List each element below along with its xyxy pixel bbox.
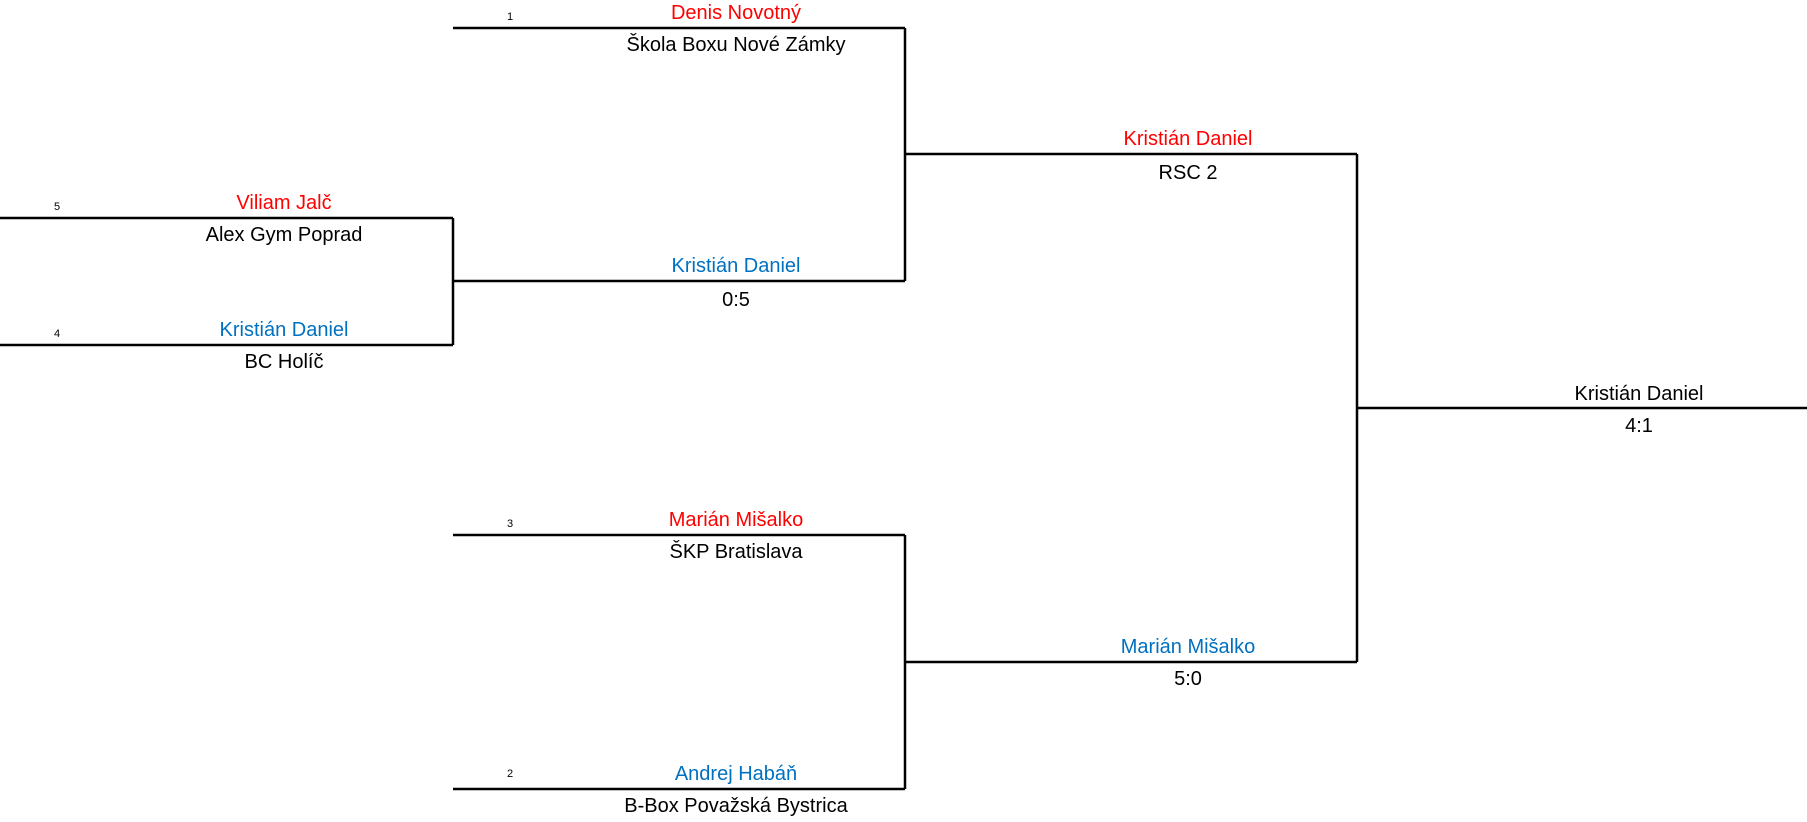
seed-qf2-red: 3: [507, 518, 514, 530]
qf1-result: 0:5: [722, 289, 750, 311]
seed-prelim-red: 5: [54, 201, 61, 213]
qf1-red-name: Denis Novotný: [670, 2, 802, 24]
qf2-blue-club: B-Box Považská Bystrica: [624, 795, 848, 817]
qf2-red-name: Marián Mišalko: [668, 509, 804, 531]
seed-qf1-red: 1: [507, 11, 514, 23]
sf-red-result: RSC 2: [1158, 162, 1218, 184]
sf-blue-name: Marián Mišalko: [1120, 636, 1256, 658]
prelim-red-name: Viliam Jalč: [236, 192, 332, 214]
qf1-red-club: Škola Boxu Nové Zámky: [626, 34, 846, 56]
sf-red-name: Kristián Daniel: [1123, 128, 1253, 150]
qf2-red-club: ŠKP Bratislava: [669, 541, 803, 563]
final-result: 4:1: [1625, 415, 1653, 437]
seed-qf2-blue: 2: [507, 768, 514, 780]
prelim-red-club: Alex Gym Poprad: [205, 224, 363, 246]
prelim-blue-name: Kristián Daniel: [219, 319, 349, 341]
prelim-blue-club: BC Holíč: [244, 351, 324, 373]
qf2-blue-name: Andrej Habáň: [674, 763, 798, 785]
sf-blue-result: 5:0: [1174, 668, 1202, 690]
seed-prelim-blue: 4: [54, 328, 61, 340]
qf1-blue-name: Kristián Daniel: [671, 255, 801, 277]
final-winner-name: Kristián Daniel: [1574, 383, 1704, 405]
